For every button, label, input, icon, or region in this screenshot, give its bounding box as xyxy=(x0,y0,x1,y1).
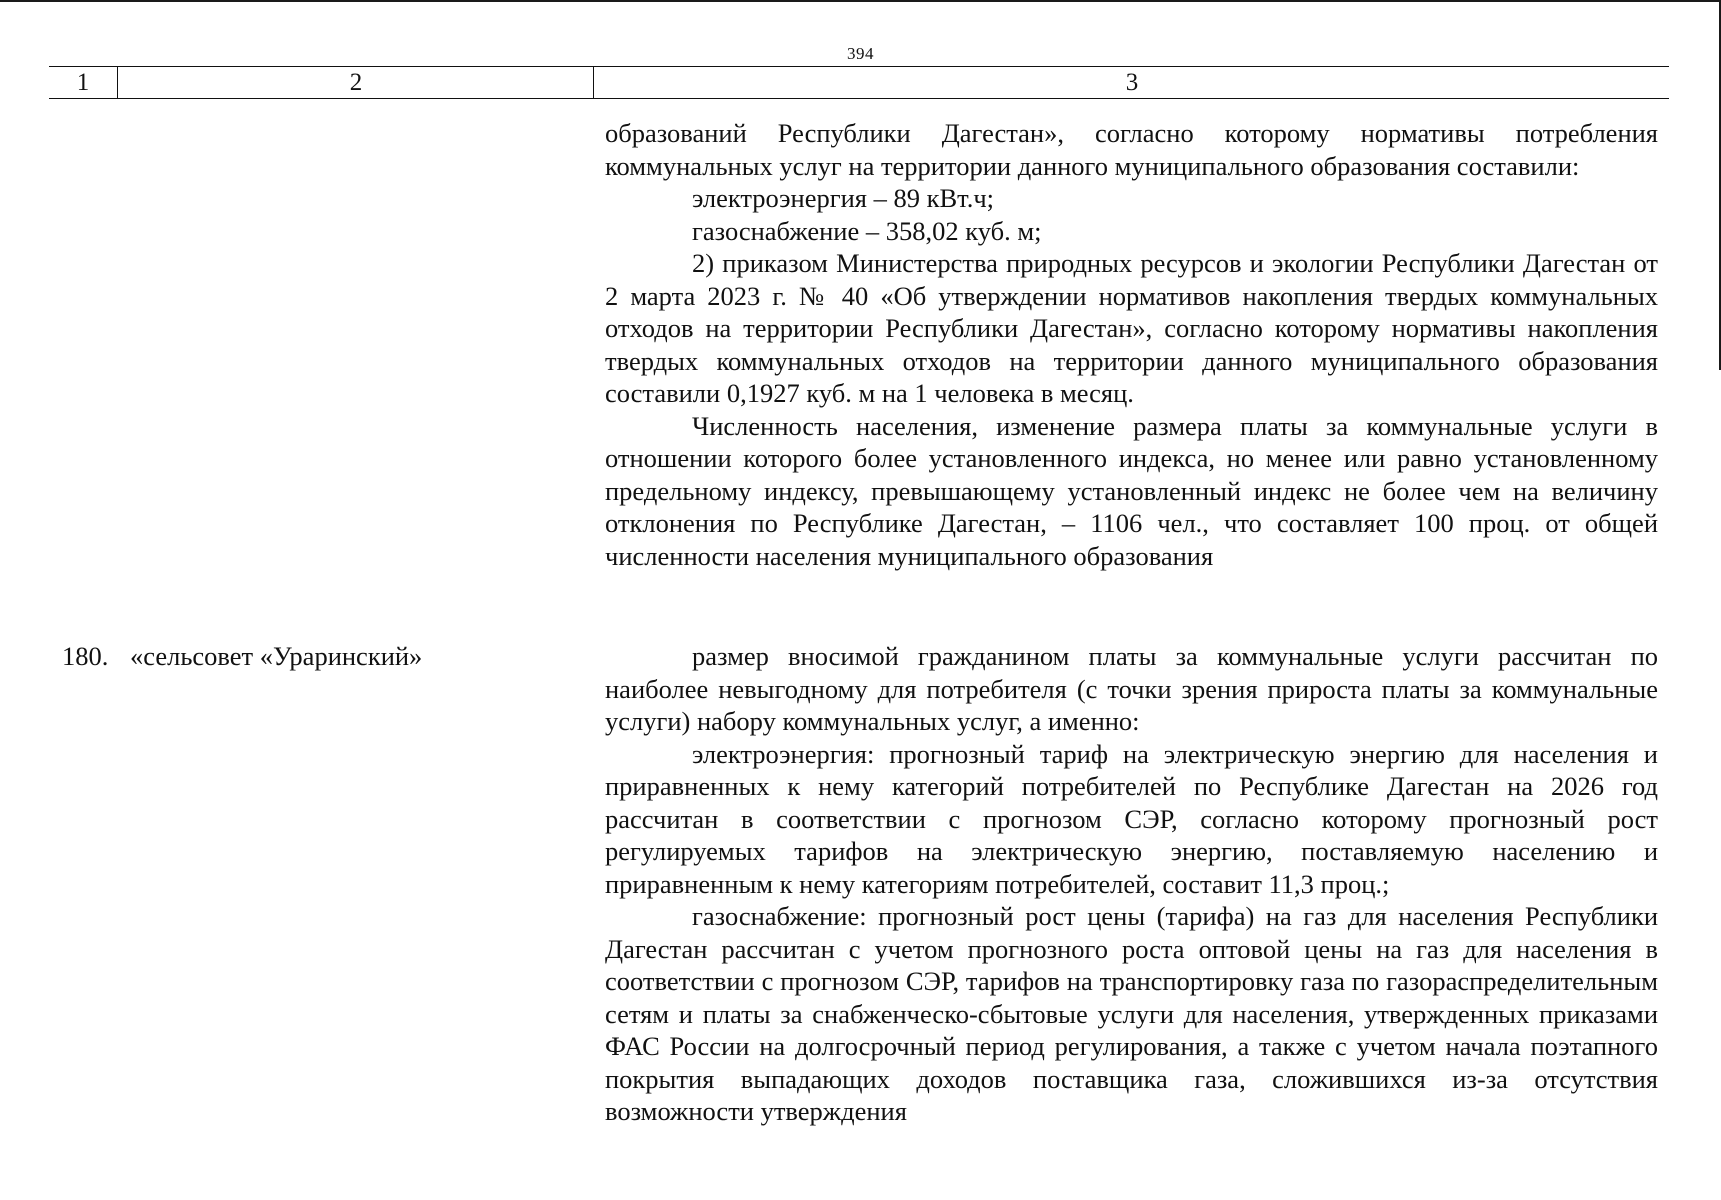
paragraph: Численность населения, изменение размера платы за коммунальные услуги в отношении которого более установленного индекса, но менее или равно установленному предельному индексу, превышающему установленный индекс не более чем на величину отклонения по Республике Дагестан, – 1106 чел., что составляет 100 проц. от общей численности населения муниципального образования xyxy=(605,410,1658,571)
paragraph: 2) приказом Министерства природных ресурсов и экологии Республики Дагестан от 2 марта 2023 г. № 40 «Об утверждении нормативов накопления твердых коммунальных отходов на территории Республики Дагестан», согласно которому нормативы накопления твердых коммунальных отходов на территории данного муниципального образования составили 0,1927 куб. м на 1 человека в месяц. xyxy=(605,248,1658,408)
page-number: 394 xyxy=(847,44,874,63)
municipality-name: «сельсовет «Ураринский» xyxy=(130,641,423,671)
paragraph: электроэнергия – 89 кВт.ч; xyxy=(692,183,995,213)
paragraph: образований Республики Дагестан», согласно которому нормативы потребления коммунальных услуг на территории данного муниципального образования составили: xyxy=(605,118,1658,181)
paragraph: электроэнергия: прогнозный тариф на электрическую энергию для населения и приравненных к нему категорий потребителей по Республике Дагестан на 2026 год рассчитан в соответствии с прогнозом СЭР, согласно которому прогнозный рост регулируемых тарифов на электрическую энергию, поставляемую населению и приравненным к нему категориям потребителей, составит 11,3 проц.; xyxy=(605,738,1658,899)
column-header-2: 2 xyxy=(117,67,594,98)
paragraph: газоснабжение – 358,02 куб. м; xyxy=(692,215,1042,246)
continued-row-text xyxy=(605,117,1658,572)
column-header-1: 1 xyxy=(76,68,90,96)
column-header-3: 3 xyxy=(593,67,1670,98)
paragraph: газоснабжение: прогнозный рост цены (тарифа) на газ для населения Республики Дагестан рассчитан с учетом прогнозного роста оптовой цены на газ для населения в соответствии с прогнозом СЭР, тарифов на транспортировку газа по газораспределительным сетям и платы за снабженческо-сбытовые услуги для населения, утвержденных приказами ФАС России на долгосрочный период регулирования, а также с учетом начала поэтапного покрытия выпадающих доходов поставщика газа, сложившихся из-за отсутствия возможности утверждения xyxy=(605,901,1658,1126)
row-180-text xyxy=(605,640,1658,1128)
row-number: 180. xyxy=(62,641,109,671)
paragraph: размер вносимой гражданином платы за коммунальные услуги рассчитан по наиболее невыгодному для потребителя (с точки зрения прироста платы за коммунальные услуги) набору коммунальных услуг, а именно: xyxy=(605,641,1658,736)
table-column-header-row xyxy=(49,66,1669,99)
scan-border-top xyxy=(0,0,1721,2)
